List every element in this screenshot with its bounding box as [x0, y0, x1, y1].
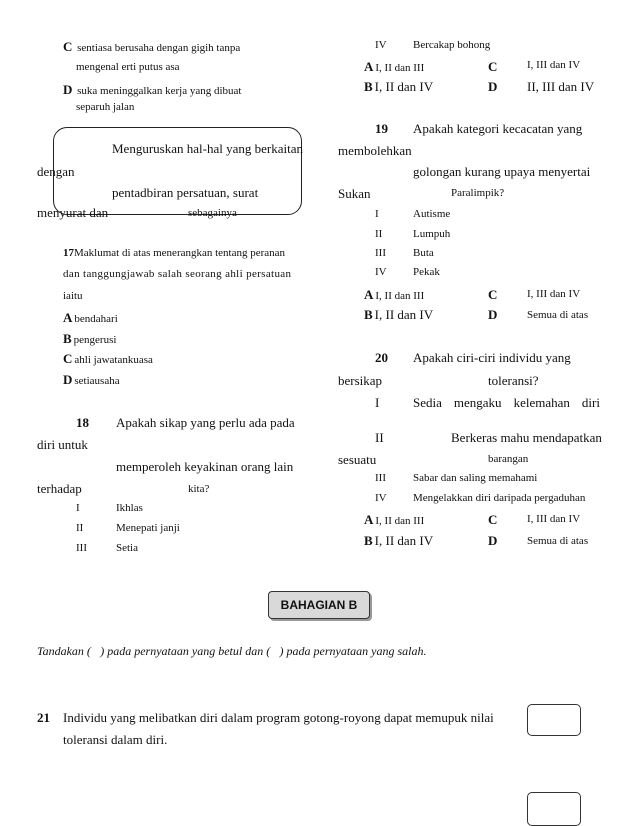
q20-item1-text: Sedia mengaku kelemahan diri	[413, 395, 600, 410]
section-b-instruction: Tandakan ( ) pada pernyataan yang betul dan ( ) pada pernyataan yang salah.	[37, 644, 427, 658]
section-b-title: BAHAGIAN B	[268, 591, 370, 619]
q20-item-text: Mengelakkan diri daripada pergaduhan	[413, 492, 586, 504]
q17-option-a: A bendahari	[63, 310, 118, 325]
q18-item-num: IV	[375, 39, 387, 51]
q20-item-num: I	[375, 395, 380, 410]
q17-line3: iaitu	[63, 290, 83, 302]
q18-line2: diri untuk	[37, 437, 88, 452]
q18-item-text: Menepati janji	[116, 522, 180, 534]
q19-item-num: IV	[375, 266, 387, 278]
option-d-cont: separuh jalan	[76, 101, 135, 113]
q20-option-a: A I, II dan III	[364, 512, 425, 527]
q17-line2: dan tanggungjawab salah seorang ahli persatuan	[63, 268, 292, 280]
q20-line2b: toleransi?	[488, 373, 539, 388]
option-d: D suka meninggalkan kerja yang dibuat	[63, 82, 242, 97]
q19-item-text: Buta	[413, 247, 434, 259]
option-c-cont: mengenal erti putus asa	[76, 61, 180, 73]
info-box-line4a: menyurat dan	[37, 205, 109, 220]
q19-line2: membolehkan	[338, 143, 412, 158]
info-box-line4b: sebagainya	[188, 207, 237, 219]
q19-item-text: Pekak	[413, 266, 440, 278]
q17-option-d: D setiausaha	[63, 372, 120, 387]
q17-option-b: B pengerusi	[63, 331, 117, 346]
q20-line1: Apakah ciri-ciri individu yang	[413, 350, 571, 365]
q19-item-num: I	[375, 208, 379, 220]
q19-option-c: C	[488, 287, 498, 302]
q18-item-text: Setia	[116, 542, 138, 554]
q18-option-d-text: II, III dan IV	[527, 79, 595, 94]
q21-line2: toleransi dalam diri.	[63, 732, 168, 747]
q20-item2-text: Berkeras mahu mendapatkan	[451, 430, 602, 445]
q21-answer-box[interactable]	[527, 704, 581, 736]
q22-answer-box[interactable]	[527, 792, 581, 826]
q18-option-b: B I, II dan IV	[364, 79, 434, 94]
q20-option-d-text: Semua di atas	[527, 535, 589, 547]
q18-option-c-text: I, III dan IV	[527, 59, 581, 71]
q18-line3: memperoleh keyakinan orang lain	[116, 459, 294, 474]
q19-line4a: Sukan	[338, 186, 371, 201]
q19-option-b: B I, II dan IV	[364, 307, 434, 322]
q20-option-d: D	[488, 533, 498, 548]
q19-line1: Apakah kategori kecacatan yang	[413, 121, 583, 136]
q19-item-num: II	[375, 228, 383, 240]
q19-item-num: III	[375, 247, 386, 259]
q18-item-num: III	[76, 542, 87, 554]
q18-item-text: Ikhlas	[116, 502, 143, 514]
q20-item-num: IV	[375, 492, 387, 504]
q20-option-b: B I, II dan IV	[364, 533, 434, 548]
q19-number: 19	[375, 121, 388, 136]
option-c: C sentiasa berusaha dengan gigih tanpa	[63, 39, 241, 54]
q21-line1: Individu yang melibatkan diri dalam program gotong-royong dapat memupuk nilai	[63, 710, 494, 725]
q18-option-a: A I, II dan III	[364, 59, 425, 74]
q19-line3: golongan kurang upaya menyertai	[413, 164, 591, 179]
q20-option-c-text: I, III dan IV	[527, 513, 581, 525]
q20-item2-line2b: barangan	[488, 453, 529, 465]
info-box-line3: pentadbiran persatuan, surat	[112, 185, 259, 200]
q21-number: 21	[37, 710, 50, 725]
q18-line4b: kita?	[188, 483, 210, 495]
q19-option-d: D	[488, 307, 498, 322]
q17-option-c: C ahli jawatankuasa	[63, 351, 153, 366]
q20-item-text: Sabar dan saling memahami	[413, 472, 538, 484]
q18-item-text: Bercakap bohong	[413, 39, 491, 51]
q20-item-num: II	[375, 430, 384, 445]
q18-line4a: terhadap	[37, 481, 82, 496]
q19-item-text: Autisme	[413, 208, 451, 220]
q19-line4b: Paralimpik?	[451, 187, 505, 199]
q19-option-a: A I, II dan III	[364, 287, 425, 302]
q18-line1: Apakah sikap yang perlu ada pada	[116, 415, 295, 430]
q17-line1: 17Maklumat di atas menerangkan tentang peranan	[63, 247, 286, 259]
q19-option-d-text: Semua di atas	[527, 309, 589, 321]
q19-item-text: Lumpuh	[413, 228, 451, 240]
info-box-line1: Menguruskan hal-hal yang berkaitan	[112, 141, 303, 156]
q20-number: 20	[375, 350, 388, 365]
q20-item-num: III	[375, 472, 386, 484]
q20-option-c: C	[488, 512, 498, 527]
q20-line2a: bersikap	[338, 373, 383, 388]
q18-option-c: C	[488, 59, 498, 74]
q18-item-num: II	[76, 522, 84, 534]
q18-item-num: I	[76, 502, 80, 514]
q19-option-c-text: I, III dan IV	[527, 288, 581, 300]
q20-item2-line2a: sesuatu	[338, 452, 377, 467]
q18-option-d: D	[488, 79, 498, 94]
info-box-line2: dengan	[37, 164, 75, 179]
q18-number: 18	[76, 415, 89, 430]
